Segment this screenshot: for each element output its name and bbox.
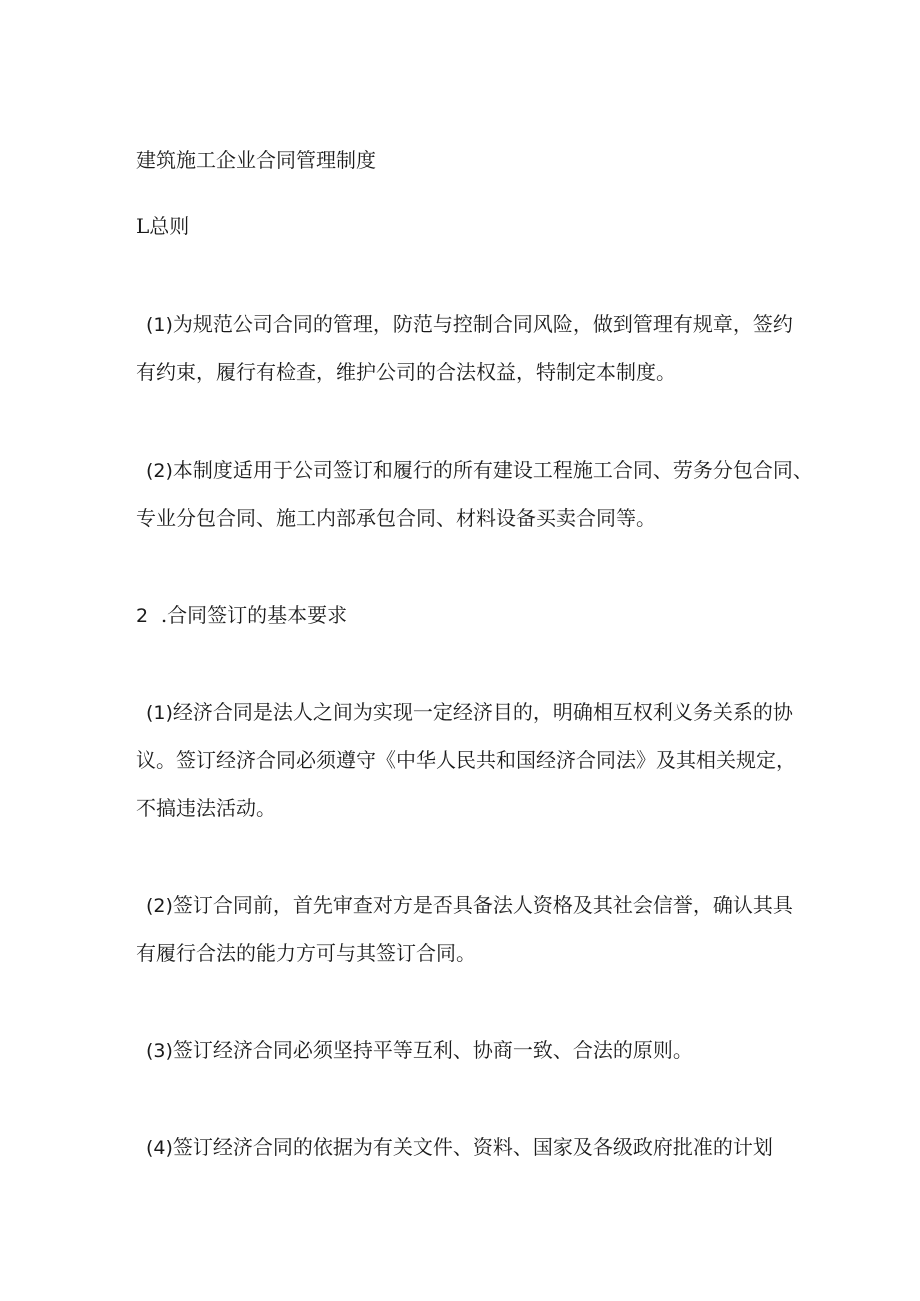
paragraph-line: 有约束，履行有检查，维护公司的合法权益，特制定本制度。: [136, 360, 676, 384]
paragraph-line: [146, 1036, 693, 1065]
item-number: (3): [146, 1040, 173, 1062]
paragraph-text: 签订经济合同的依据为有关文件、资料、国家及各级政府批准的计划: [172, 1135, 773, 1159]
paragraph-line: 有履行合法的能力方可与其签订合同。: [136, 941, 476, 965]
paragraph-text: 为规范公司合同的管理，防范与控制合同风险，做到管理有规章，签约: [172, 312, 793, 336]
paragraph-text: 经济合同是法人之间为实现一定经济目的，明确相互权利义务关系的协: [172, 700, 793, 724]
paragraph-line: 不搞违法活动。: [136, 796, 276, 820]
paragraph-line: [146, 1133, 773, 1162]
paragraph-line: [146, 698, 793, 727]
document-title: 建筑施工企业合同管理制度: [136, 148, 376, 172]
paragraph-line: [146, 891, 793, 920]
paragraph-line: [146, 310, 793, 339]
paragraph-text: 签订经济合同必须坚持平等互利、协商一致、合法的原则。: [172, 1038, 693, 1062]
item-number: (2): [146, 895, 173, 917]
paragraph-text: 签订合同前，首先审查对方是否具备法人资格及其社会信誉，确认其具: [172, 893, 793, 917]
paragraph-line: 专业分包合同、施工内部承包合同、材料设备买卖合同等。: [136, 506, 656, 530]
section-heading-general: L总则: [136, 214, 190, 238]
paragraph-line: 议。签订经济合同必须遵守《中华人民共和国经济合同法》及其相关规定，: [136, 748, 796, 772]
section-heading-requirements: [136, 601, 347, 630]
item-number: (2): [146, 460, 173, 482]
paragraph-line: [146, 456, 813, 485]
section-number: 2: [136, 605, 149, 627]
section-heading-text: .合同签订的基本要求: [160, 603, 348, 627]
item-number: (4): [146, 1137, 173, 1159]
paragraph-text: 本制度适用于公司签订和履行的所有建设工程施工合同、劳务分包合同、: [172, 458, 813, 482]
item-number: (1): [146, 314, 173, 336]
item-number: (1): [146, 702, 173, 724]
